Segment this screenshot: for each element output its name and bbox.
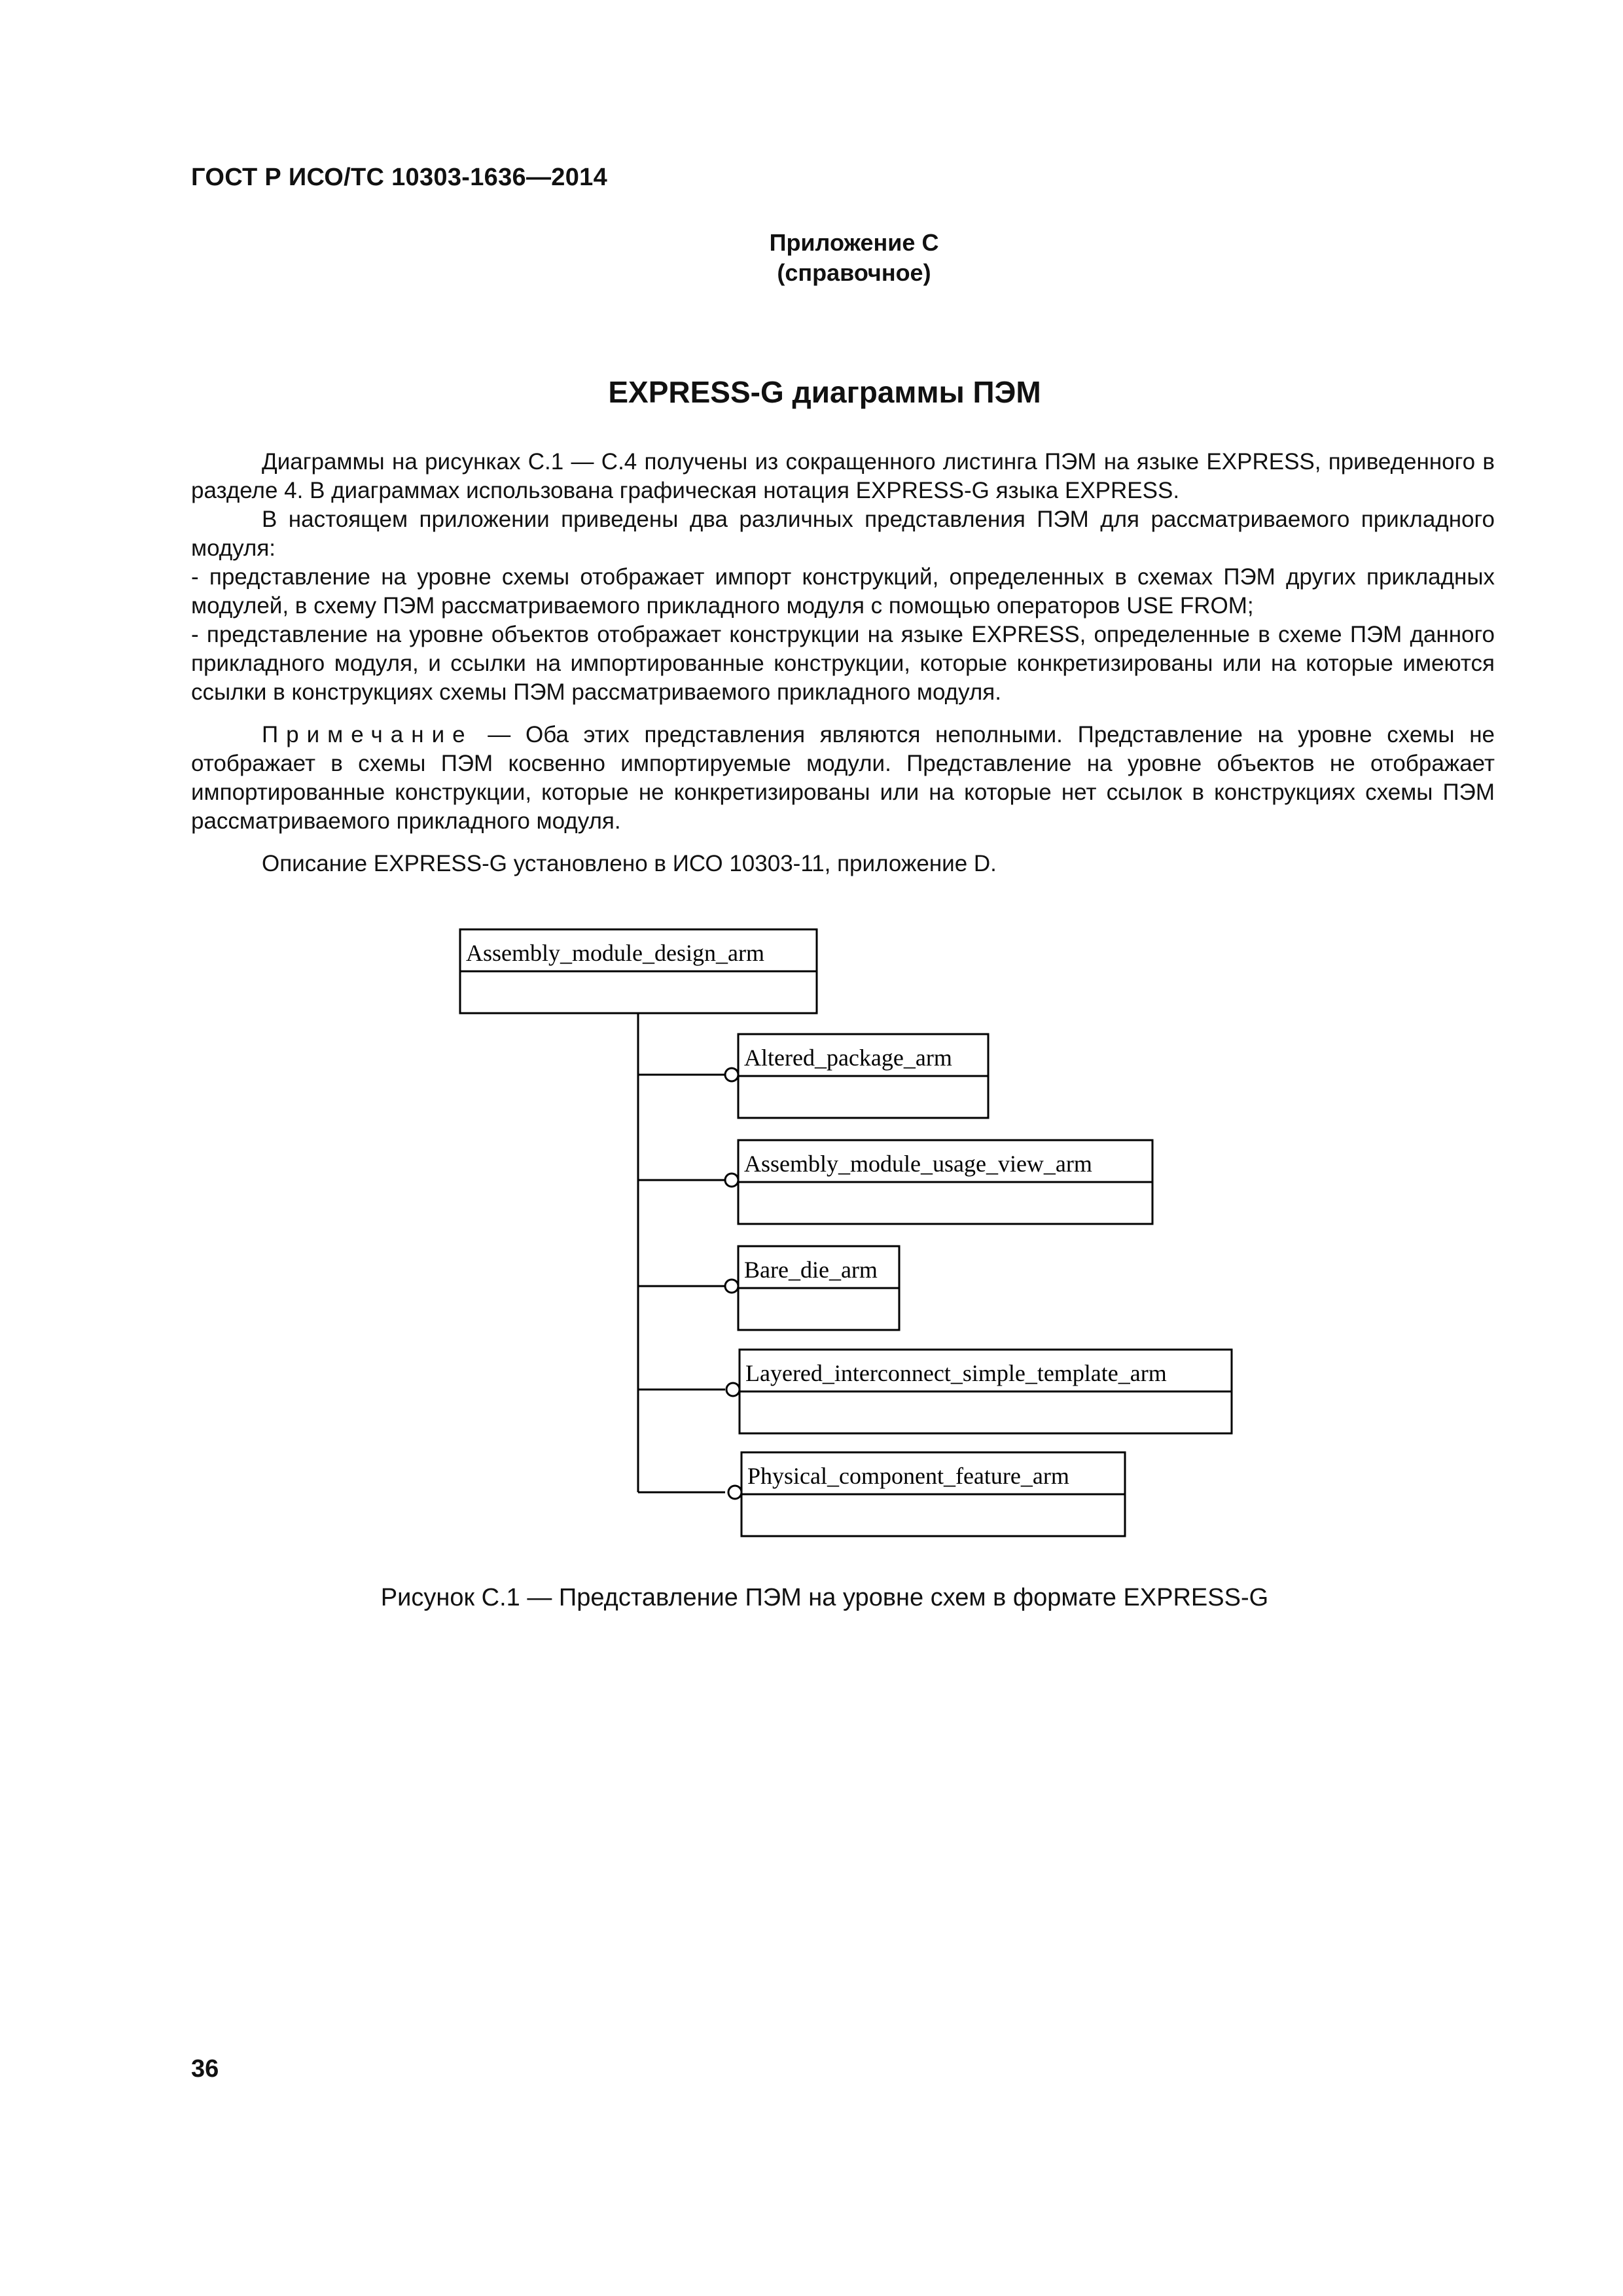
relationship-circle-3 [725,1280,738,1293]
entity-name-child-5: Physical_component_feature_arm [747,1463,1069,1489]
entity-name-child-2: Assembly_module_usage_view_arm [744,1151,1092,1177]
relationship-circle-4 [726,1383,740,1396]
relationship-circle-1 [725,1068,738,1081]
figure-caption: Рисунок C.1 — Представление ПЭМ на уровне схем в формате EXPRESS-G [380,1584,1269,1611]
paragraph-5: Описание EXPRESS-G установлено в ИСО 10303-11, приложение D. [262,851,997,876]
paragraph-3: - представление на уровне схемы отображает импорт конструкций, определенных в схемах ПЭМ других прикладных модулей, в схему ПЭМ рассматриваемого прикладного модуля с помощью операторов USE FROM; [191,564,1495,619]
paragraph-1: Диаграммы на рисунках C.1 — C.4 получены из сокращенного листинга ПЭМ на языке EXPRESS, приведенного в разделе 4. В диаграммах использована графическая нотация EXPRESS-G языка EXPRESS. [191,449,1495,503]
annex-label: Приложение C [769,229,939,256]
note-text: — Оба этих представления являются неполными. Представление на уровне схемы не отображает в схемы ПЭМ косвенно импортируемые модули. Представление на уровне объектов не отображает импортированные конструкции, которые не конкретизированы или на которые нет ссылок в конструкциях схемы ПЭМ рассматриваемого прикладного модуля. [191,722,1495,834]
paragraph-4: - представление на уровне объектов отображает конструкции на языке EXPRESS, определенные в схеме ПЭМ данного прикладного модуля, и ссылки на импортированные конструкции, которые конкретизированы или на которые имеются ссылки в конструкциях схемы ПЭМ рассматриваемого прикладного модуля. [191,622,1495,705]
paragraph-2: В настоящем приложении приведены два различных представления ПЭМ для рассматриваемого прикладного модуля: [191,507,1495,561]
annex-type: (справочное) [777,259,931,286]
section-title: EXPRESS-G диаграммы ПЭМ [608,375,1041,409]
entity-name-child-3: Bare_die_arm [744,1257,878,1283]
entity-name-root: Assembly_module_design_arm [466,940,764,966]
note-label: Примечание [262,722,473,747]
entity-name-child-4: Layered_interconnect_simple_template_arm [745,1360,1167,1386]
relationship-circle-5 [728,1486,741,1499]
page-number: 36 [191,2055,219,2083]
entity-name-child-1: Altered_package_arm [744,1045,952,1071]
document-header: ГОСТ Р ИСО/ТС 10303-1636—2014 [191,164,607,191]
relationship-circle-2 [725,1174,738,1187]
